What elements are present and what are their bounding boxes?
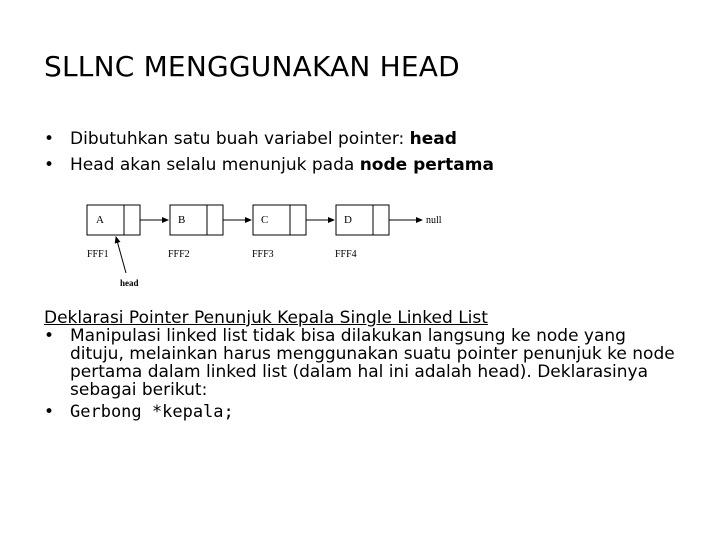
section-item bbox=[44, 327, 684, 399]
head-label: head bbox=[120, 278, 139, 288]
slide-title: SLLNC MENGGUNAKAN HEAD bbox=[44, 50, 460, 83]
bullet-list bbox=[44, 126, 684, 178]
bullet-marker: • bbox=[44, 155, 55, 175]
code-snippet: Gerbong *kepala; bbox=[70, 402, 234, 422]
bullet-text bbox=[70, 126, 457, 152]
linked-list-diagram bbox=[60, 195, 460, 295]
head-pointer-arrow bbox=[116, 237, 126, 273]
node-a bbox=[87, 205, 140, 260]
node-c bbox=[252, 205, 306, 260]
section-item bbox=[44, 403, 684, 421]
bullet-item bbox=[44, 126, 684, 152]
node-value: C bbox=[261, 214, 269, 226]
node-value: A bbox=[96, 214, 104, 226]
node-address: FFF1 bbox=[87, 249, 109, 260]
node-value: B bbox=[178, 214, 186, 226]
section-item-text: Manipulasi linked list tidak bisa dilakukan langsung ke node yang dituju, melainkan harus menggunakan suatu pointer penunjuk ke node pertama dalam linked list (dalam hal ini adalah head). Deklarasinya sebagai berikut: bbox=[70, 326, 675, 400]
null-label: null bbox=[426, 215, 442, 226]
bullet-marker: • bbox=[44, 402, 55, 422]
node-address: FFF3 bbox=[252, 249, 274, 260]
node-value: D bbox=[344, 214, 352, 226]
bullet-text-bold: head bbox=[409, 129, 457, 149]
bullet-text-bold: node pertama bbox=[359, 155, 494, 175]
node-d bbox=[335, 205, 389, 260]
section-heading: Deklarasi Pointer Penunjuk Kepala Single Linked List bbox=[44, 308, 488, 328]
node-address: FFF2 bbox=[168, 249, 190, 260]
bullet-marker: • bbox=[44, 129, 55, 149]
declaration-section bbox=[44, 309, 684, 421]
bullet-item bbox=[44, 152, 684, 178]
node-b bbox=[168, 205, 223, 260]
node-address: FFF4 bbox=[335, 249, 357, 260]
bullet-text bbox=[70, 152, 494, 178]
bullet-marker: • bbox=[44, 326, 55, 346]
bullet-text-plain: Dibutuhkan satu buah variabel pointer: bbox=[70, 129, 410, 149]
bullet-text-plain: Head akan selalu menunjuk pada bbox=[70, 155, 360, 175]
